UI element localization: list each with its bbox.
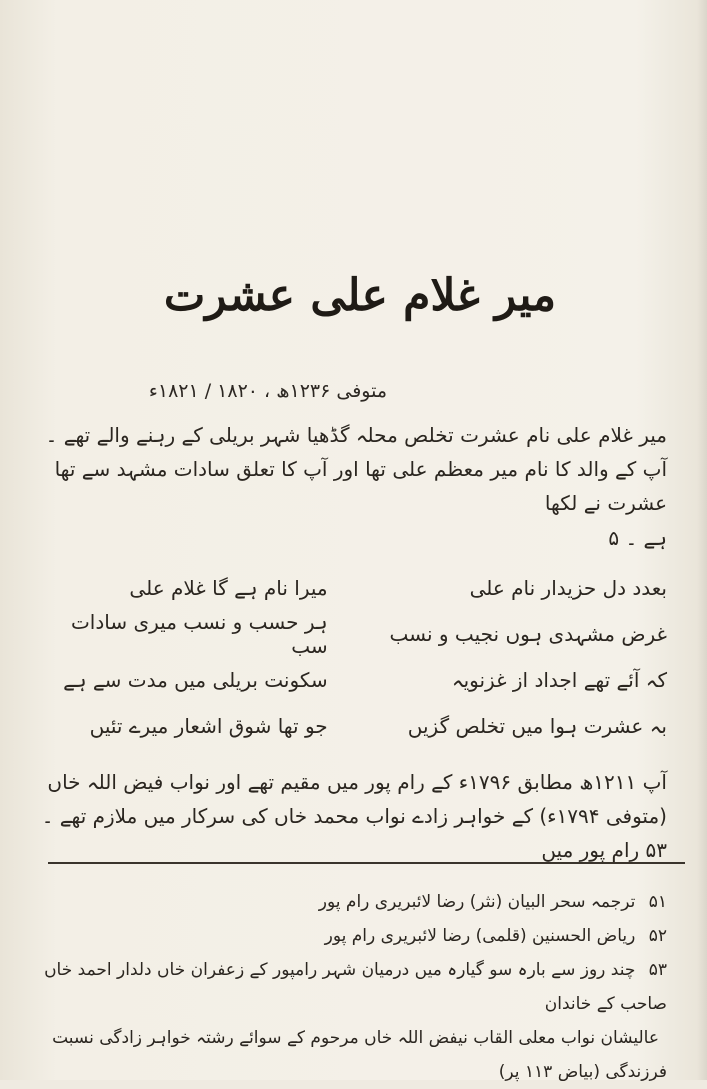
verse-left: بعدد دل حزیدار نام علی (469, 576, 667, 600)
footnote-number: ۵۲ (648, 926, 667, 946)
footnote (40, 885, 667, 919)
page-title: میر غلام علی عشرت (163, 270, 557, 321)
verse-right: سکونت بریلی میں مدت سے ہے (63, 668, 328, 692)
footnote-number: ۵۱ (648, 892, 667, 912)
footnote (40, 1021, 667, 1089)
verse-right: ہر حسب و نسب میری سادات سب (70, 610, 328, 658)
verse-right: جو تھا شوق اشعار میرے تئیں (89, 714, 328, 738)
footnote (40, 919, 667, 953)
verse-row (50, 565, 667, 611)
verse-row (50, 657, 667, 703)
page-edge-shadow (697, 0, 707, 1080)
verse-right: میرا نام ہے گا غلام علی (129, 576, 328, 600)
footnote-text: ترجمہ سحر البیان (نثر) رضا لائبریری رام پور (318, 892, 636, 912)
footnote-divider (48, 862, 685, 864)
death-dates: متوفی ۱۲۳۶ھ ، ۱۸۲۰ / ۱۸۲۱ء (148, 380, 387, 402)
footnote-text: ریاض الحسنین (قلمی) رضا لائبریری رام پور (324, 926, 636, 946)
verse-row (50, 703, 667, 749)
verse-left: غرض مشہدی ہوں نجیب و نسب (389, 622, 667, 646)
footnote-text: عالیشان نواب معلی القاب نیفض اللہ خاں مرحوم کے سوائے رشتہ خواہر زادگی نسبت فرزندگی (بیاض ۱۱۳ پر) (52, 1028, 667, 1082)
footnote-number: ۵۳ (648, 960, 667, 980)
intro-paragraph-tail: ہے ۔ ۵ (608, 526, 667, 550)
second-paragraph: آپ ۱۲۱۱ھ مطابق ۱۷۹۶ء کے رام پور میں مقیم تھے اور نواب فیض اللہ خاں (متوفی ۱۷۹۴ء) کے خواہر زادے نواب محمد خاں کی سرکار میں ملازم تھے ۔۵۳ رام پور میں (41, 770, 667, 862)
footnote-text: چند روز سے بارہ سو گیارہ میں درمیان شہر رامپور کے زعفران خاں دلدار احمد خاں صاحب کے خاندان (44, 960, 667, 1014)
verse-left: بہ عشرت ہوا میں تخلص گزیں (407, 714, 667, 738)
intro-paragraph: میر غلام علی نام عشرت تخلص محلہ گڈھیا شہر بریلی کے رہنے والے تھے ۔ آپ کے والد کا نام میر معظم علی تھا اور آپ کا تعلق سادات مشہد سے تھا عشرت نے لکھا (45, 423, 667, 515)
verse-left: کہ آئے تھے اجداد از غزنویہ (451, 668, 667, 692)
verse-row (50, 611, 667, 657)
footnote (40, 953, 667, 1021)
verse-block (50, 565, 667, 749)
footnotes (40, 885, 667, 1089)
